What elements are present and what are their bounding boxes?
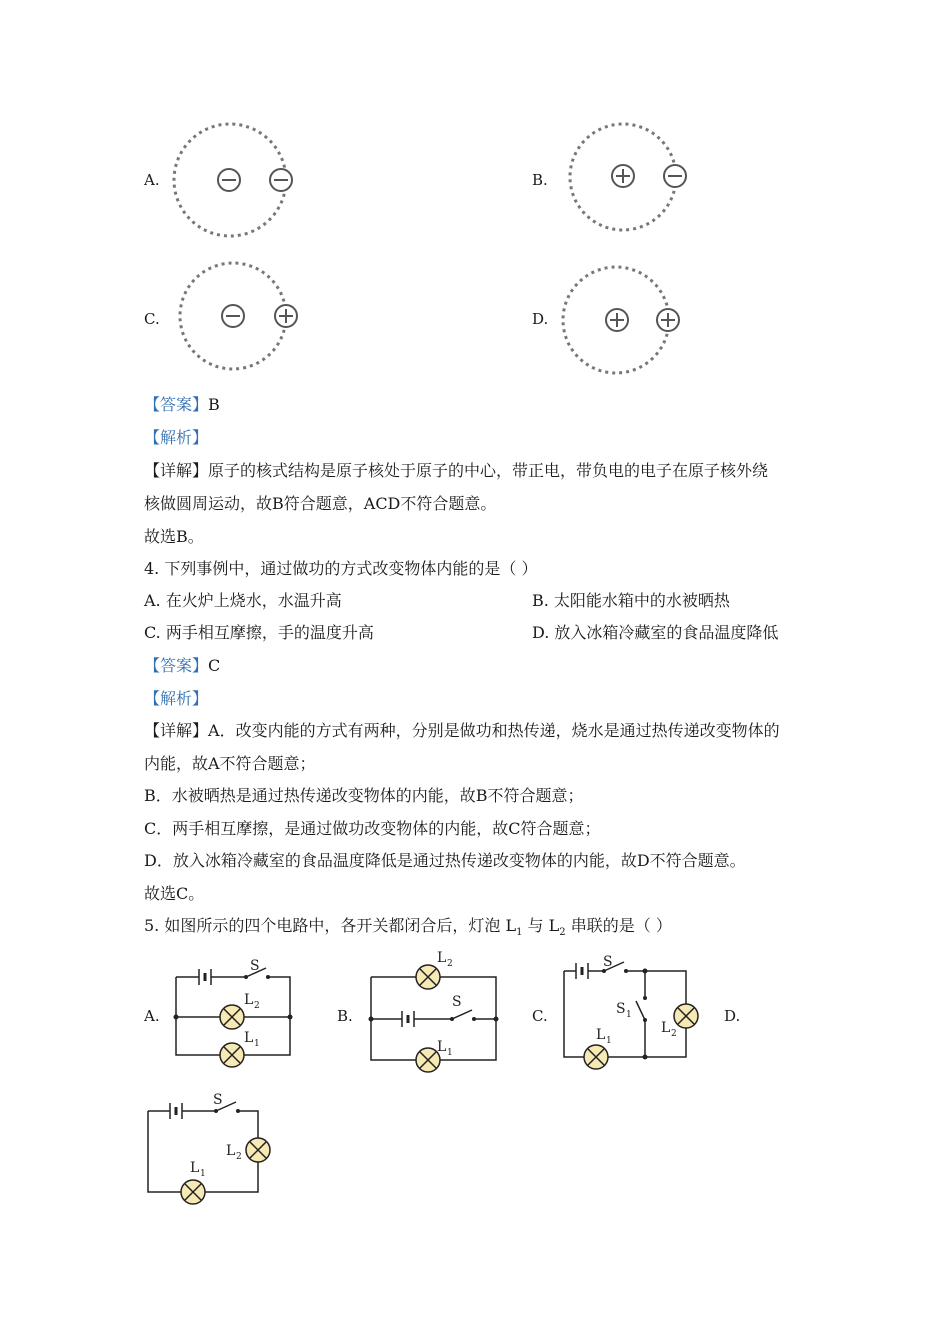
q5-option-c-label: C. bbox=[532, 1007, 548, 1025]
circuit-d-lamp2-sub: 2 bbox=[236, 1152, 242, 1162]
q4-detail-d: D．放入冰箱冷藏室的食品温度降低是通过热传递改变物体的内能，故D不符合题意。 bbox=[144, 851, 746, 870]
q3-detail-text1: 原子的核式结构是原子核处于原子的中心，带正电，带负电的电子在原子核外绕 bbox=[208, 461, 769, 480]
q4-detail-b: B．水被晒热是通过热传递改变物体的内能，故B不符合题意； bbox=[144, 786, 584, 805]
q5-stem-part2: 与 L bbox=[522, 916, 560, 935]
circuit-b-lamp2-label: L bbox=[437, 950, 447, 966]
battery-icon bbox=[170, 1103, 182, 1119]
q4-option-b: B. 太阳能水箱中的水被晒热 bbox=[532, 591, 730, 610]
q3-answer-value: B bbox=[208, 395, 220, 414]
q4-conclusion: 故选C。 bbox=[144, 884, 205, 903]
circuit-c-lamp1-sub: 1 bbox=[606, 1036, 612, 1046]
circuit-c-lamp2-label: L bbox=[661, 1020, 671, 1036]
q4-analysis-tag: 【解析】 bbox=[144, 689, 209, 708]
circuit-a-lamp2-sub: 2 bbox=[254, 1001, 260, 1011]
circuit-d-lamp1-sub: 1 bbox=[200, 1169, 206, 1179]
q3-analysis-tag: 【解析】 bbox=[144, 428, 209, 447]
circuit-c-lamp2-sub: 2 bbox=[671, 1029, 677, 1039]
lamp-icon bbox=[246, 1138, 270, 1162]
circuit-b-lamp2-sub: 2 bbox=[447, 959, 453, 969]
q5-stem-sub1: 1 bbox=[516, 927, 523, 939]
q4-option-c: C. 两手相互摩擦，手的温度升高 bbox=[144, 623, 374, 642]
q4-detail-c: C．两手相互摩擦，是通过做功改变物体的内能，故C符合题意； bbox=[144, 819, 601, 838]
circuit-a-lamp1-label: L bbox=[244, 1030, 254, 1046]
q3-detail-line2: 核做圆周运动，故B符合题意，ACD不符合题意。 bbox=[144, 494, 497, 513]
q4-answer-value: C bbox=[208, 656, 221, 675]
q5-option-b-label: B. bbox=[337, 1007, 353, 1025]
q4-detail-text1: A．改变内能的方式有两种，分别是做功和热传递，烧水是通过热传递改变物体的 bbox=[208, 721, 780, 740]
q3-option-b-label: B. bbox=[532, 171, 548, 189]
circuit-a-lamp1-sub: 1 bbox=[254, 1039, 260, 1049]
circuit-c-lamp1-label: L bbox=[596, 1027, 606, 1043]
circuit-b-switch-label: S bbox=[452, 994, 462, 1010]
q4-stem: 4. 下列事例中，通过做功的方式改变物体内能的是（ ） bbox=[144, 559, 538, 578]
q5-stem-part1: 5. 如图所示的四个电路中，各开关都闭合后，灯泡 L bbox=[144, 916, 517, 935]
circuit-c-switch-label: S bbox=[603, 954, 613, 970]
circuit-a-lamp2-label: L bbox=[244, 992, 254, 1008]
q4-option-d: D. 放入冰箱冷藏室的食品温度降低 bbox=[532, 623, 779, 642]
q4-option-a: A. 在火炉上烧水，水温升高 bbox=[144, 591, 342, 610]
q3-conclusion: 故选B。 bbox=[144, 527, 204, 546]
q4-detail-tag: 【详解】 bbox=[144, 721, 209, 740]
circuit-b-lamp1-sub: 1 bbox=[447, 1048, 453, 1058]
q5-option-d-label: D. bbox=[724, 1007, 741, 1025]
circuit-c-switch1-label: S bbox=[616, 1001, 626, 1017]
circuit-c-switch1-sub: 1 bbox=[626, 1010, 632, 1020]
q3-option-d-label: D. bbox=[532, 310, 549, 328]
q5-option-a-label: A. bbox=[144, 1007, 160, 1025]
lamp-icon bbox=[181, 1180, 205, 1204]
circuit-d-lamp1-label: L bbox=[190, 1160, 200, 1176]
circuit-d-switch-label: S bbox=[213, 1092, 223, 1108]
circuit-d-lamp2-label: L bbox=[226, 1143, 236, 1159]
q3-answer-tag: 【答案】 bbox=[144, 395, 209, 414]
q4-detail-line2: 内能，故A不符合题意； bbox=[144, 754, 316, 773]
circuit-b-lamp1-label: L bbox=[437, 1039, 447, 1055]
q4-answer-tag: 【答案】 bbox=[144, 656, 209, 675]
q3-option-c-label: C. bbox=[144, 310, 160, 328]
q5-stem-part3: 串联的是（ ） bbox=[565, 916, 672, 935]
circuit-a-switch-label: S bbox=[250, 958, 260, 974]
q5-stem-sub2: 2 bbox=[559, 927, 566, 939]
q3-option-a-label: A. bbox=[144, 171, 160, 189]
q3-detail-tag: 【详解】 bbox=[144, 461, 209, 480]
